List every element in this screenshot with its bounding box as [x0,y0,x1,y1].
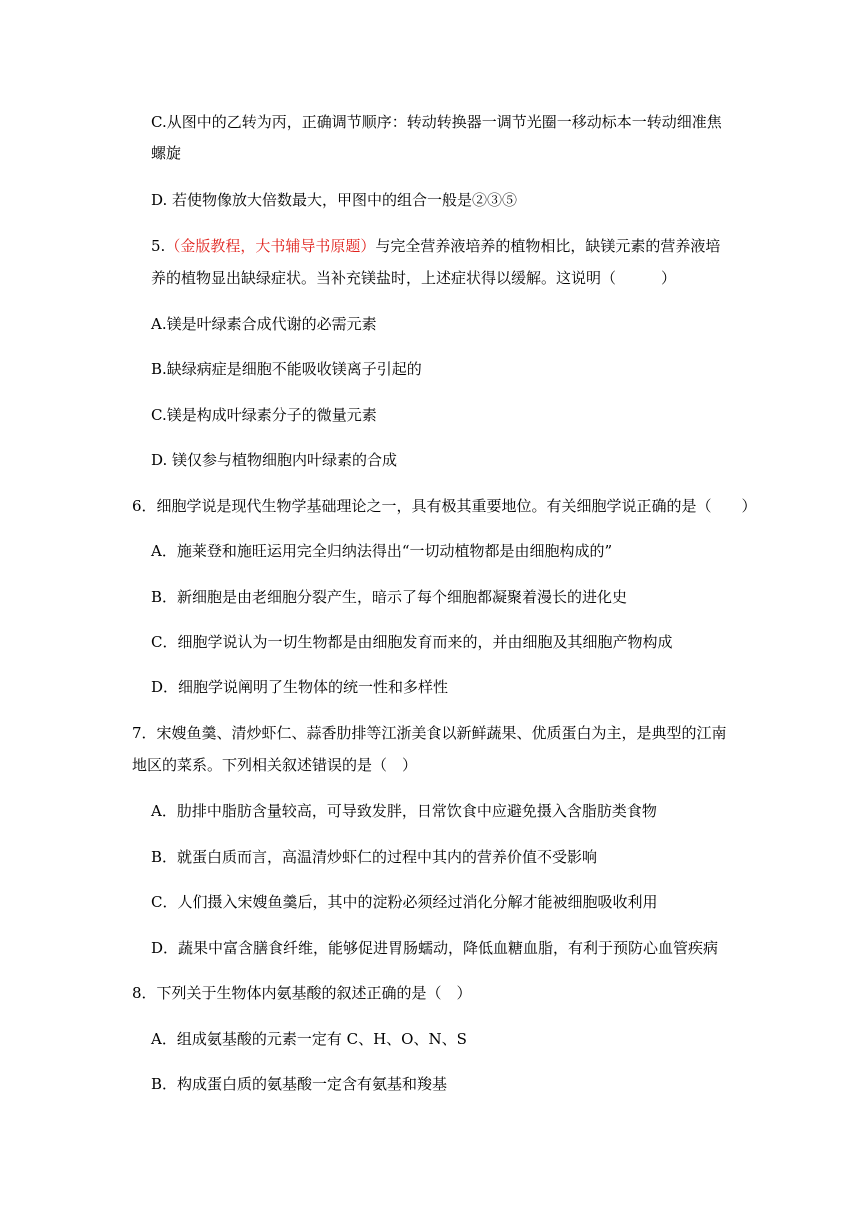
q5-stem-line2: 养的植物显出缺绿症状。当补充镁盐时，上述症状得以缓解。这说明（ ） [151,269,677,287]
q8-option-a: A．组成氨基酸的元素一定有 C、H、O、N、S [151,1030,467,1048]
q5-option-d: D. 镁仅参与植物细胞内叶绿素的合成 [151,451,398,469]
q7-option-c: C．人们摄入宋嫂鱼羹后，其中的淀粉必须经过消化分解才能被细胞吸收利用 [151,893,658,911]
q8-stem: 8．下列关于生物体内氨基酸的叙述正确的是（ ） [132,984,472,1002]
q7-option-d: D．蔬果中富含膳食纤维，能够促进胃肠蠕动，降低血糖血脂，有利于预防心血管疾病 [151,939,719,957]
q6-option-b: B．新细胞是由老细胞分裂产生，暗示了每个细胞都凝聚着漫长的进化史 [151,588,628,606]
q5-stem-text: 与完全营养液培养的植物相比，缺镁元素的营养液培 [375,237,721,255]
q5-option-b: B.缺绿病症是细胞不能吸收镁离子引起的 [151,360,422,378]
q5-option-a: A.镁是叶绿素合成代谢的必需元素 [151,315,377,333]
q6-option-d: D．细胞学说阐明了生物体的统一性和多样性 [151,678,449,696]
q5-number: 5. [151,237,166,255]
q4-option-c-line1: C.从图中的乙转为丙，正确调节顺序：转动转换器一调节光圈一移动标本一转动细准焦 [151,113,722,131]
q8-option-b: B．构成蛋白质的氨基酸一定含有氨基和羧基 [151,1075,448,1093]
q7-stem-line2: 地区的菜系。下列相关叙述错误的是（ ） [132,756,418,774]
q5-source-note: （金版教程，大书辅导书原题） [165,237,376,255]
q7-option-b: B．就蛋白质而言，高温清炒虾仁的过程中其内的营养价值不受影响 [151,848,598,866]
q7-option-a: A．肋排中脂肪含量较高，可导致发胖，日常饮食中应避免摄入含脂肪类食物 [151,802,657,820]
q7-stem-line1: 7．宋嫂鱼羹、清炒虾仁、蒜香肋排等江浙美食以新鲜蔬果、优质蛋白为主，是典型的江南 [132,724,727,742]
q5-option-c: C.镁是构成叶绿素分子的微量元素 [151,406,377,424]
q6-option-a: A．施莱登和施旺运用完全归纳法得出“一切动植物都是由细胞构成的” [151,542,613,560]
q6-option-c: C．细胞学说认为一切生物都是由细胞发育而来的，并由细胞及其细胞产物构成 [151,633,673,651]
q4-option-d: D. 若使物像放大倍数最大，甲图中的组合一般是②③⑤ [151,191,518,209]
q6-stem: 6．细胞学说是现代生物学基础理论之一，具有极其重要地位。有关细胞学说正确的是（ ） [132,497,757,515]
q4-option-c-line2: 螺旋 [151,144,182,162]
q5-stem-line1 [151,236,720,256]
